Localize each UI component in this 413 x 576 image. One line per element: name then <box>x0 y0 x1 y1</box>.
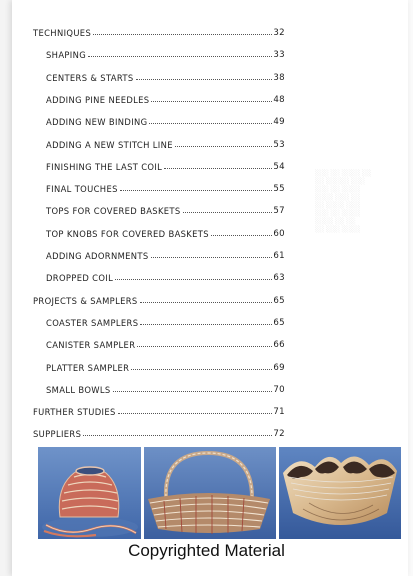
toc-page-number: 69 <box>273 362 285 373</box>
toc-page-number: 57 <box>273 206 285 217</box>
toc-page-number: 61 <box>273 251 285 261</box>
toc-entry[interactable] <box>46 136 285 150</box>
toc-entry[interactable] <box>46 247 285 261</box>
toc-entry[interactable] <box>46 381 285 395</box>
toc-page-number: 48 <box>273 94 285 105</box>
toc-entry-title: DROPPED COIL <box>46 273 114 284</box>
dot-leader <box>151 100 272 102</box>
bleed-through-text: ░░░ ░░ ░░░░ ░░ ░░ ░░░░░ ░░░ ░░░ ░░ ░░░░ ░░░░ ░░░ ░░ ░░ ░░░░ ░░░ ░░░ ░░ ░░░░ ░░░░ ░░ ░░ ░░ ░░░ ░░░░ <box>315 170 372 233</box>
toc-entry-title: ADDING ADORNMENTS <box>46 251 149 261</box>
dot-leader <box>131 368 272 370</box>
toc-entry-title: ADDING NEW BINDING <box>46 117 148 128</box>
toc-entry-title: TOPS FOR COVERED BASKETS <box>46 206 181 217</box>
toc-entry[interactable] <box>46 180 285 194</box>
dot-leader <box>151 256 273 258</box>
toc-entry-title: ADDING A NEW STITCH LINE <box>46 139 173 150</box>
dot-leader <box>83 434 272 436</box>
toc-entry[interactable] <box>46 69 285 83</box>
toc-page-number: 65 <box>273 317 285 328</box>
toc-entry[interactable] <box>33 292 285 306</box>
toc-entry[interactable] <box>46 46 285 60</box>
toc-entry[interactable] <box>33 425 285 439</box>
dot-leader <box>113 390 273 392</box>
dot-leader <box>120 189 273 191</box>
dot-leader <box>175 145 273 147</box>
dot-leader <box>140 323 272 325</box>
toc-entry[interactable] <box>46 314 285 328</box>
toc-entry[interactable] <box>46 113 285 127</box>
toc-entry[interactable] <box>46 225 285 239</box>
toc-entry[interactable] <box>46 202 285 216</box>
toc-entry-title: FURTHER STUDIES <box>33 407 116 418</box>
toc-page-number: 33 <box>273 50 285 61</box>
toc-page-number: 54 <box>273 161 285 172</box>
toc-page-number: 65 <box>273 295 285 306</box>
photo-strip <box>38 447 401 539</box>
toc-entry-title: ADDING PINE NEEDLES <box>46 94 150 105</box>
toc-entry-title: TECHNIQUES <box>33 28 92 38</box>
toc-page-number: 60 <box>273 228 285 239</box>
toc-page-number: 72 <box>273 429 285 440</box>
toc-page-number: 49 <box>273 117 285 128</box>
toc-entry[interactable] <box>33 24 285 38</box>
toc-entry-title: SMALL BOWLS <box>46 384 111 395</box>
dot-leader <box>183 211 273 213</box>
toc-page-number: 32 <box>273 28 285 38</box>
toc-entry[interactable] <box>33 403 285 417</box>
coiled-pot-photo <box>38 447 141 539</box>
toc-entry-title: PROJECTS & SAMPLERS <box>33 295 138 306</box>
toc-entry[interactable] <box>46 336 285 350</box>
dot-leader <box>118 412 273 414</box>
toc-page-number: 38 <box>273 72 285 83</box>
handled-basket-photo <box>144 447 276 539</box>
dot-leader <box>88 55 272 57</box>
dot-leader <box>93 33 272 35</box>
toc-entry[interactable] <box>46 269 285 283</box>
toc-entry-title: FINISHING THE LAST COIL <box>46 161 163 172</box>
toc-page-number: 55 <box>273 184 285 195</box>
toc-entry-title: FINAL TOUCHES <box>46 184 118 195</box>
dot-leader <box>164 167 272 169</box>
dot-leader <box>140 301 273 303</box>
toc-entry-title: CENTERS & STARTS <box>46 72 134 83</box>
toc-entry[interactable] <box>46 359 285 373</box>
toc-entry-title: COASTER SAMPLERS <box>46 317 139 328</box>
toc-page-number: 66 <box>273 340 285 351</box>
toc-page-number: 53 <box>273 139 285 150</box>
dot-leader <box>149 122 272 124</box>
toc-entry-title: PLATTER SAMPLER <box>46 362 130 373</box>
toc-page-number: 71 <box>273 407 285 418</box>
toc-entry-title: SUPPLIERS <box>33 429 82 440</box>
toc-entry[interactable] <box>46 91 285 105</box>
wooden-bowl-photo <box>279 447 401 539</box>
toc-entry-title: TOP KNOBS FOR COVERED BASKETS <box>46 228 209 239</box>
copyright-caption: Copyrighted Material <box>128 541 285 560</box>
dot-leader <box>211 234 272 236</box>
toc-entry-title: CANISTER SAMPLER <box>46 340 136 351</box>
toc-page-number: 70 <box>273 384 285 395</box>
dot-leader <box>136 78 273 80</box>
toc-entry[interactable] <box>46 158 285 172</box>
toc-page-number: 63 <box>273 273 285 284</box>
dot-leader <box>137 345 272 347</box>
dot-leader <box>115 278 272 280</box>
toc-entry-title: SHAPING <box>46 50 87 61</box>
